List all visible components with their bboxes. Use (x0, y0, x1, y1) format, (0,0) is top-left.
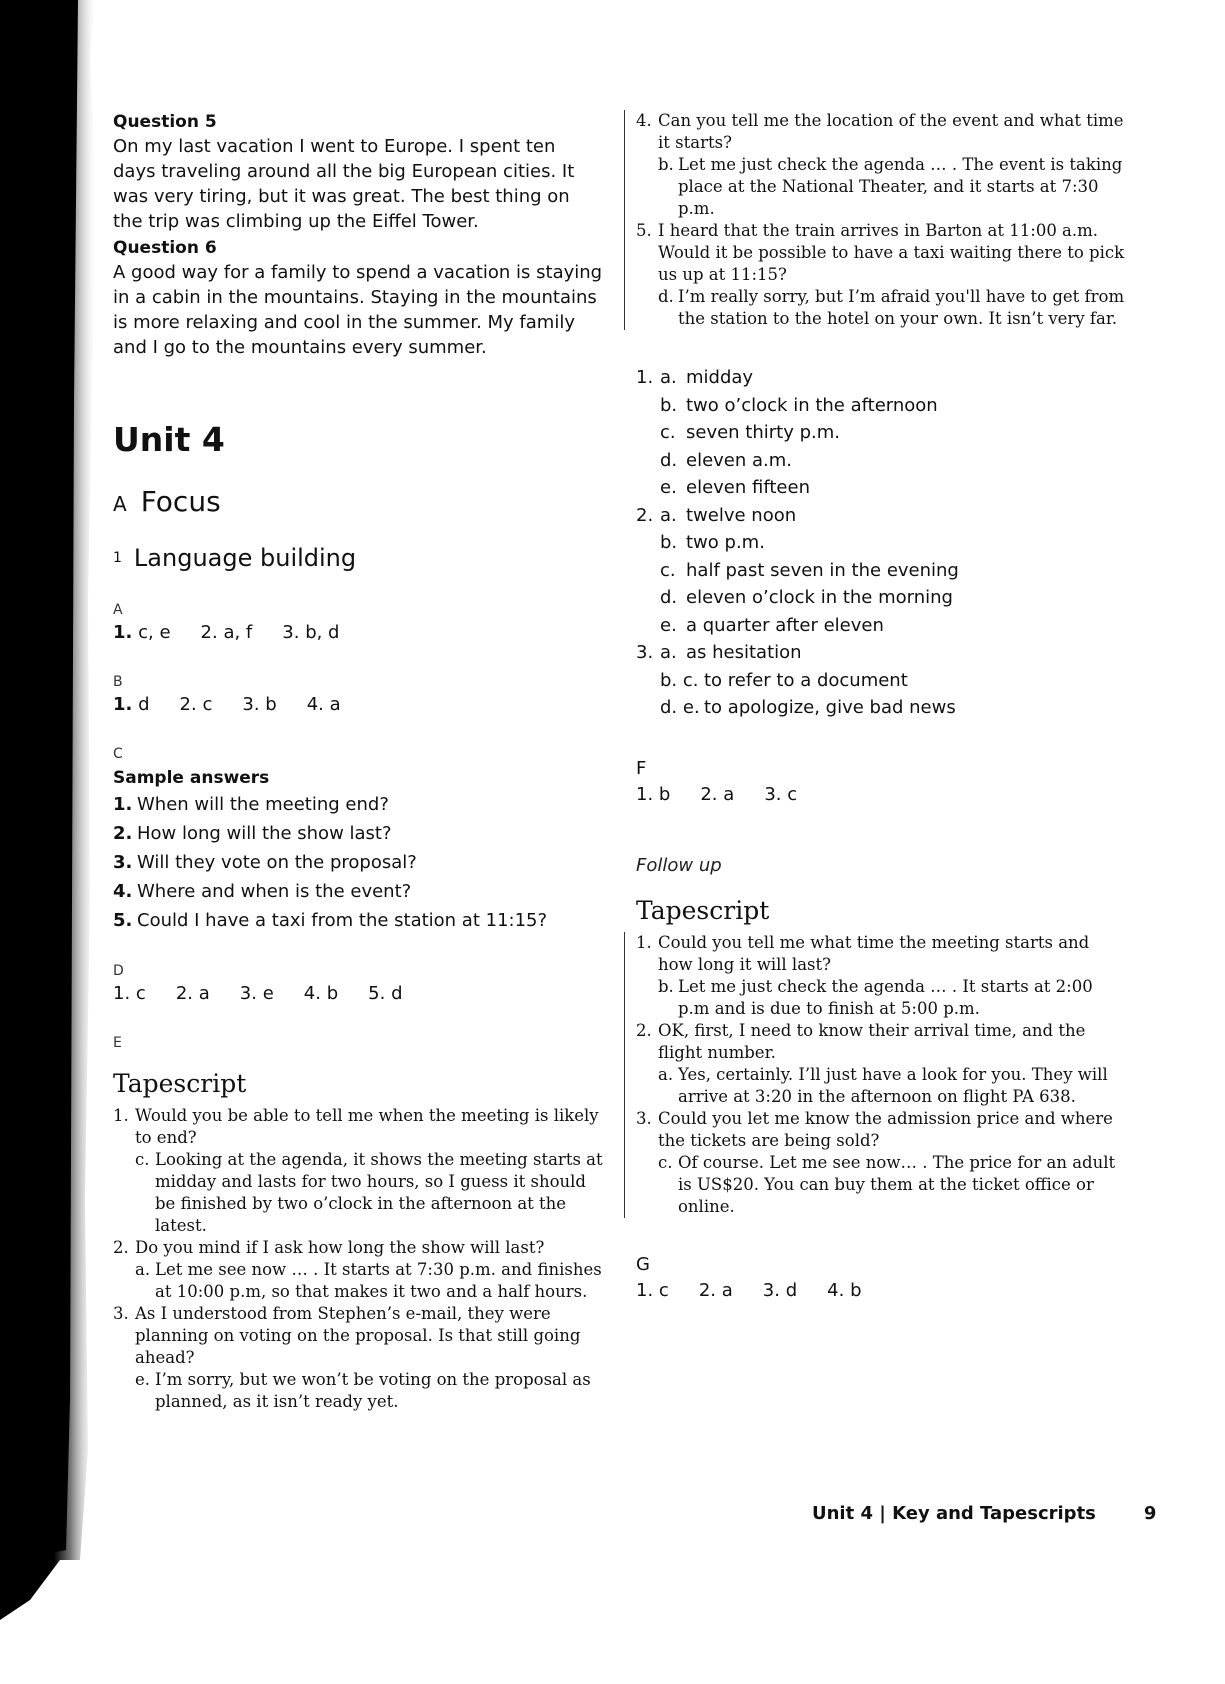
language-building-heading (113, 542, 603, 574)
section-a-answers (113, 620, 603, 646)
tapescript-item: 1. Would you be able to tell me when the meeting is likely to end? c. Looking at the agenda, it shows the meeting starts at midday and lasts for two hours, so I guess it should be finished by two o’clock in the afternoon at the latest. (113, 1106, 603, 1235)
tapescript-item: 5. I heard that the train arrives in Barton at 11:00 a.m. Would it be possible to have a taxi waiting there to pick us up at 11:15? d. I’m really sorry, but I’m afraid you'll have to get from the station to the hotel on your own. It isn’t very far. (636, 221, 1125, 328)
question-6-text: A good way for a family to spend a vacation is staying in a cabin in the mountains. Staying in the mountains is more relaxing and cool in the summer. My family and I go to the mountains every summer. (113, 262, 603, 358)
list-item: 3. a. as hesitation (636, 642, 802, 663)
section-f-letter: F (636, 757, 647, 779)
scan-binding-shadow (0, 0, 120, 1684)
tapescript-item: 3. As I understood from Stephen’s e-mail, they were planning on voting on the proposal. Is that still going ahead? e. I’m sorry, but we won’t be voting on the proposal as planned, as it isn’t ready yet. (113, 1304, 591, 1411)
right-column (636, 110, 1126, 1304)
list-item: d. eleven a.m. (660, 449, 793, 471)
left-column (113, 110, 603, 1413)
sample-answers-list (113, 790, 603, 935)
answer-item: 4. a (306, 694, 341, 715)
tapescript-item: 2. OK, first, I need to know their arrival time, and the flight number. a. Yes, certainly. I’ll just have a look for you. They will arrive at 3:20 in the afternoon on flight PA 638. (636, 1020, 1108, 1106)
list-item: c. half past seven in the evening (660, 559, 959, 581)
answer-item: 2. a (700, 783, 735, 805)
answer-item: 2. a, f (200, 622, 253, 643)
focus-heading (113, 484, 603, 522)
answer-item: 5. d (368, 983, 403, 1004)
time-expressions-list (636, 364, 1126, 722)
page-number: 9 (1143, 1503, 1157, 1524)
page-footer (812, 1503, 1156, 1524)
list-item: d. e. to apologize, give bad news (660, 697, 956, 718)
tapescript-heading: Tapescript (113, 1069, 247, 1098)
language-building-marker: 1 (113, 550, 122, 566)
list-item: d. eleven o’clock in the morning (660, 587, 953, 608)
unit-title: Unit 4 (113, 420, 225, 459)
tapescript-continued (624, 110, 1126, 330)
list-item: 4. Where and when is the event? (113, 881, 412, 902)
answer-item: 2. a (698, 1279, 733, 1301)
list-item: 1. When will the meeting end? (113, 794, 389, 815)
answer-item: 4. b (303, 983, 339, 1004)
section-a-letter: A (113, 602, 123, 618)
focus-marker: A (113, 492, 127, 516)
follow-up-heading: Follow up (636, 854, 722, 876)
list-item: b. c. to refer to a document (660, 669, 908, 691)
answer-item: 2. c (179, 694, 213, 715)
list-item: 2. How long will the show last? (113, 823, 392, 844)
question-6-title: Question 6 (113, 238, 217, 258)
section-g-letter: G (636, 1253, 650, 1275)
answer-item: 3. b (242, 694, 277, 715)
section-d-letter: D (113, 963, 124, 979)
tapescript-item: 1. Could you tell me what time the meeting starts and how long it will last? b. Let me just check the agenda … . It starts at 2:00 p.m and is due to finish at 5:00 p.m. (636, 932, 1093, 1018)
tapescript-list (113, 1105, 603, 1413)
sample-answers-heading: Sample answers (113, 768, 270, 788)
answer-item: 1. c (636, 1279, 669, 1301)
list-item: e. eleven fifteen (660, 477, 810, 498)
answer-item: 1. c (113, 983, 146, 1004)
question-5-title: Question 5 (113, 112, 217, 132)
section-e-letter: E (113, 1035, 122, 1051)
tapescript-item: 4. Can you tell me the location of the event and what time it starts? b. Let me just check the agenda … . The event is taking place at the National Theater, and it starts at 7:30 p.m. (636, 111, 1124, 218)
answer-item: 1. d (113, 694, 150, 715)
list-item: 2. a. twelve noon (636, 504, 797, 526)
list-item: b. two p.m. (660, 532, 765, 553)
tapescript-list (624, 932, 1126, 1218)
focus-title: Focus (140, 485, 221, 518)
tapescript-heading: Tapescript (636, 895, 770, 925)
question-5-text: On my last vacation I went to Europe. I spent ten days traveling around all the big European cities. It was very tiring, but it was great. The best thing on the trip was climbing up the Eiffel Tower. (113, 136, 575, 232)
answer-item: 1. c, e (113, 622, 171, 643)
list-item: 5. Could I have a taxi from the station at 11:15? (113, 910, 548, 931)
list-item: e. a quarter after eleven (660, 614, 884, 636)
answer-item: 3. d (762, 1279, 798, 1301)
section-f-answers (636, 782, 1126, 808)
list-item: c. seven thirty p.m. (660, 422, 841, 443)
answer-item: 2. a (175, 983, 210, 1004)
section-b-letter: B (113, 674, 123, 690)
answer-item: 4. b (827, 1279, 862, 1301)
footer-label: Unit 4 | Key and Tapescripts (812, 1503, 1096, 1524)
answer-item: 3. c (764, 783, 798, 805)
answer-item: 3. e (239, 983, 274, 1004)
list-item: 1. a. midday (636, 367, 754, 388)
list-item: 3. Will they vote on the proposal? (113, 852, 417, 873)
answer-item: 1. b (636, 783, 671, 805)
section-g-answers (636, 1278, 1126, 1304)
section-b-answers (113, 692, 603, 718)
tapescript-item: 3. Could you let me know the admission price and where the tickets are being sold? c. Of course. Let me see now… . The price for an adult is US$20. You can buy them at the ticket office or online. (636, 1108, 1116, 1216)
answer-item: 3. b, d (282, 622, 340, 643)
section-c-letter: C (113, 746, 123, 762)
section-d-answers (113, 981, 603, 1007)
list-item: b. two o’clock in the afternoon (660, 394, 938, 416)
tapescript-item: 2. Do you mind if I ask how long the show will last? a. Let me see now … . It starts at 7:30 p.m. and finishes at 10:00 p.m, so that makes it two and a half hours. (113, 1238, 602, 1301)
language-building-title: Language building (133, 544, 357, 572)
